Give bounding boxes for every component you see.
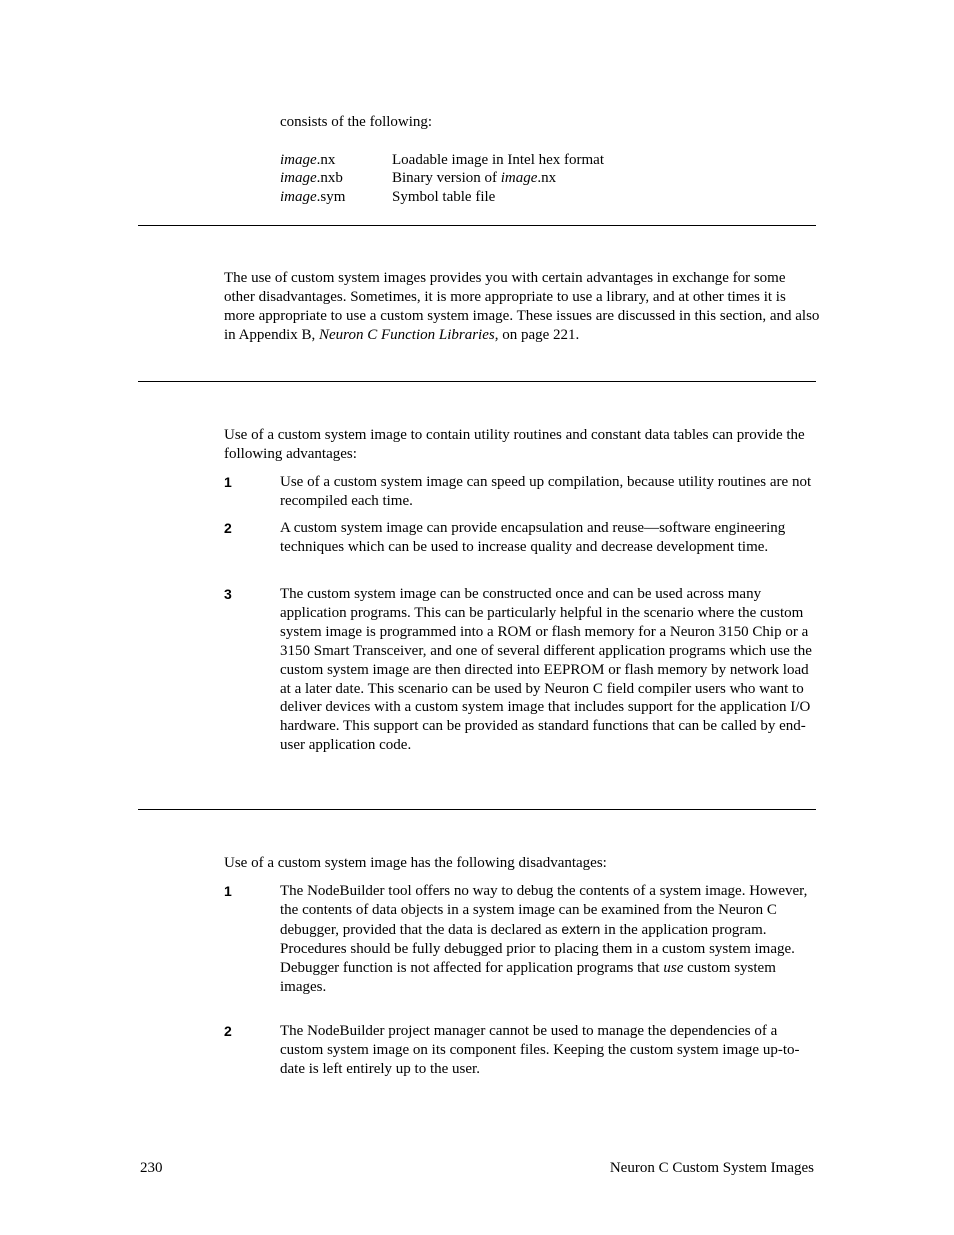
page-number: 230 [140,1160,163,1176]
section-divider [138,381,816,382]
list-number: 1 [224,883,232,899]
list-number: 3 [224,586,232,602]
list-number: 2 [224,1023,232,1039]
list-item: A custom system image can provide encapsulation and reuse—software engineering techniques which can be used to increase quality and decrease development time. [280,520,786,555]
list-item: The NodeBuilder project manager cannot be used to manage the dependencies of a custom system image on its component files. Keeping the custom system image up-to-date is left entirely up to the user. [280,1023,800,1077]
file-description: Symbol table file [392,189,496,205]
code-keyword: extern [561,920,601,937]
list-item: The NodeBuilder tool offers no way to debug the contents of a system image. However, the contents of data objects in a system image can be examined from the Neuron C debugger, provided that the data is declared as extern in the application program. Procedures should be fully debugged prior to placing them in a custom system image. Debugger function is not affected for application programs that use custom system images. [280,883,808,995]
list-item: The custom system image can be constructed once and can be used across many application programs. This can be particularly helpful in the scenario where the custom system image is programmed into a ROM or flash memory for a Neuron 3150 Chip or a 3150 Smart Transceiver, and one of several different application programs which use the custom system image are then directed into EEPROM or flash memory by network load at a later date. This scenario can be used by Neuron C field compiler users who want to deliver devices with a custom system image that includes support for the application I/O hardware. This support can be provided as standard functions that can be called by end-user application code. [280,586,812,754]
file-name: image.sym [280,189,346,205]
advantages-intro: Use of a custom system image to contain utility routines and constant data tables can provide the following advantages: [224,427,805,462]
file-description: Binary version of image.nx [392,170,557,186]
list-item: Use of a custom system image can speed up compilation, because utility routines are not recompiled each time. [280,474,812,509]
disadvantages-intro: Use of a custom system image has the following disadvantages: [224,855,607,871]
section-divider [138,809,816,810]
section-divider [138,225,816,226]
list-number: 2 [224,520,232,536]
section-paragraph: The use of custom system images provides you with certain advantages in exchange for some other disadvantages. Sometimes, it is more appropriate to use a library, and at other times it is more appropriate to use a custom system image. These issues are discussed in this section, and also in Appendix B, Neuron C Function Libraries, on page 221. [224,270,820,343]
list-number: 1 [224,474,232,490]
file-name: image.nxb [280,170,343,186]
file-description: Loadable image in Intel hex format [392,152,604,168]
chapter-title: Neuron C Custom System Images [609,1160,814,1176]
intro-text: consists of the following: [280,114,433,130]
file-name: image.nx [280,152,336,168]
